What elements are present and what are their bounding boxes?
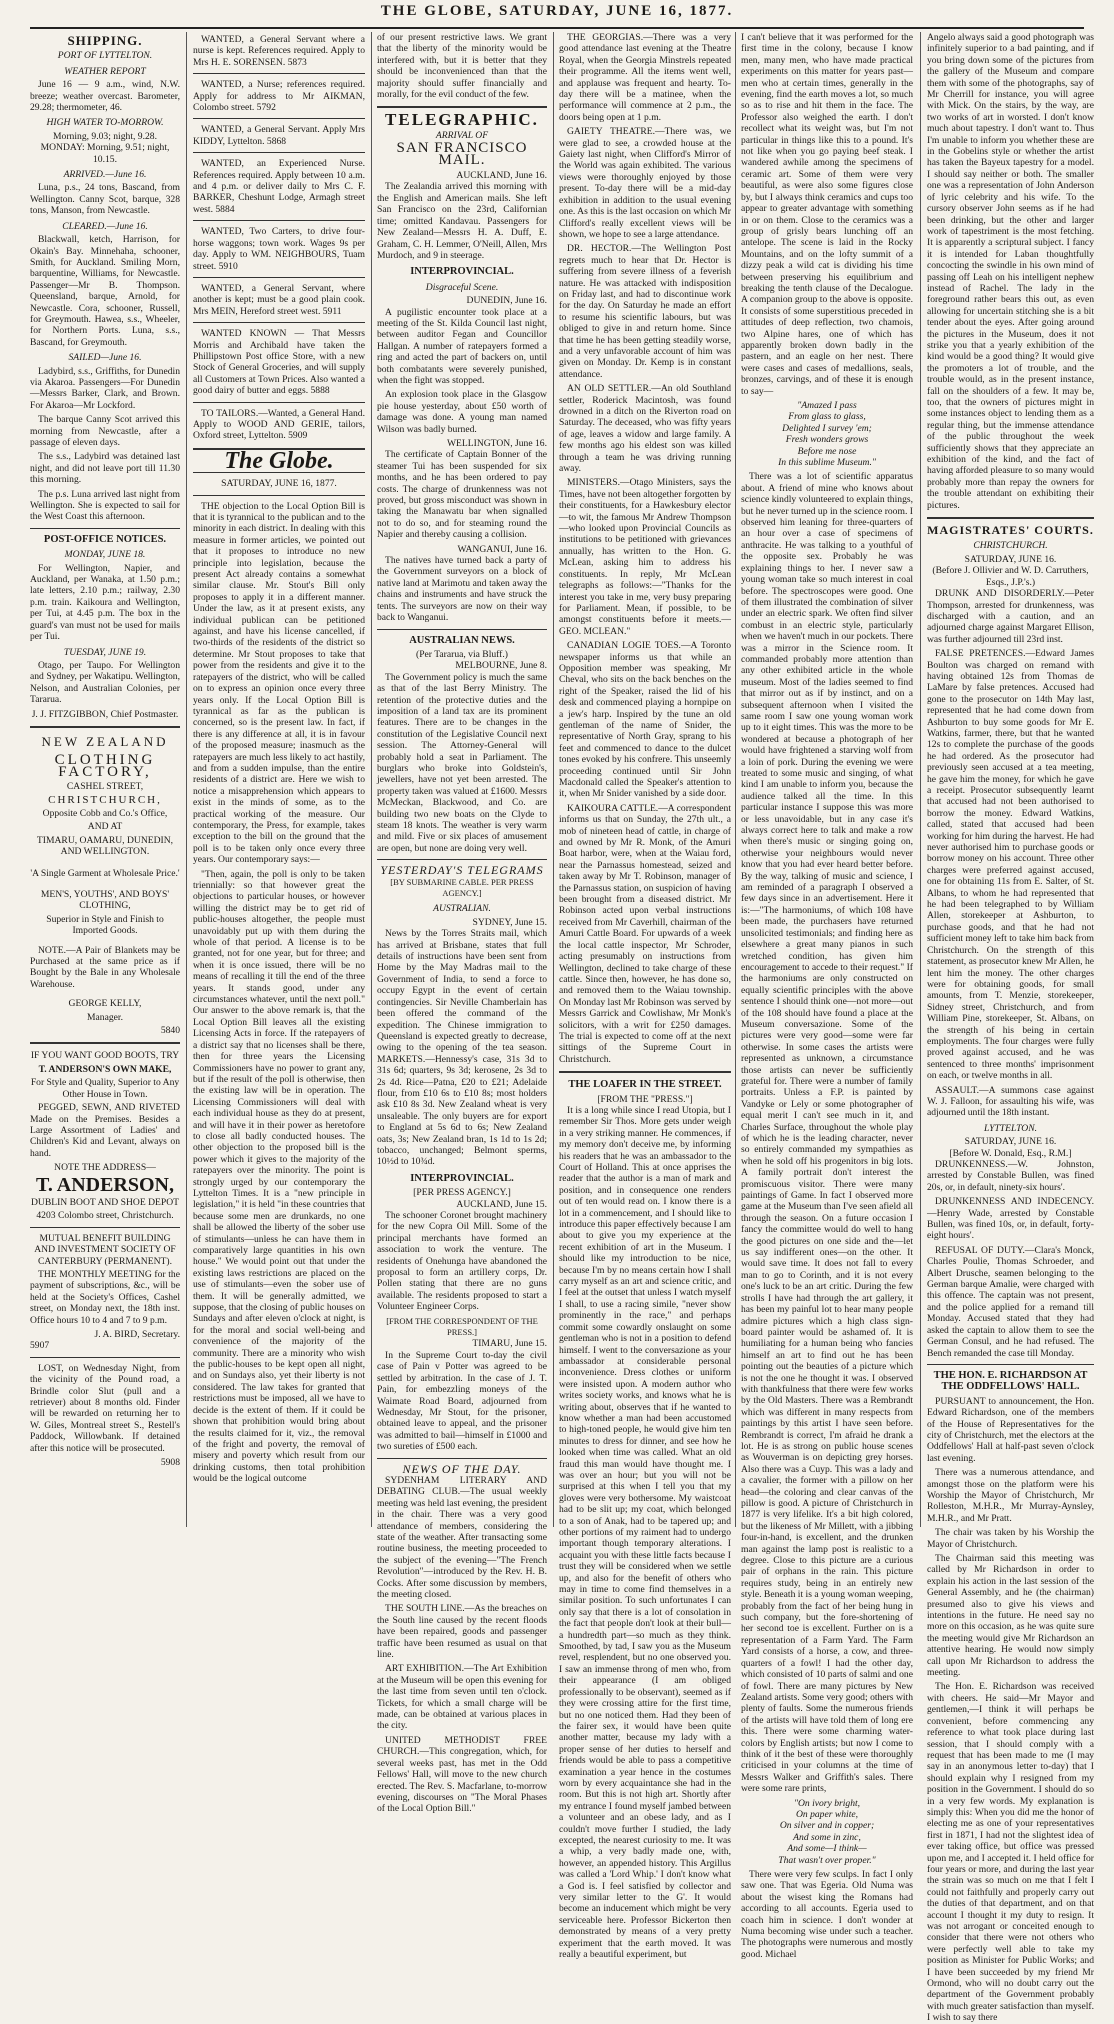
ad-code: 5840	[160, 1025, 180, 1037]
nz-manager-title: Manager.	[87, 1011, 123, 1023]
richardson-paragraph: The Hon. E. Richardson was received with cheers. He said—Mr Mayor and gentlemen,—I think it will perhaps be convenient, before commencing any reference to what took place during last session, that I should comply with a request that has been made to me (I may say in an anonymous letter to-day) that I should explain why I resigned from my position in the Government. I should do so in a very few words. My explanation is simply this: When you did me the honor of electing me as one of your representatives first in 1871, I had not the slightest idea of ever taking office, but office was pressed upon me, and I accepted it. I held office for four years or more, and during the last year the strain was so much on me that I felt I could not faithfully and properly carry out the duties of that department, and on that account I thought it my duty to resign. It was not arrogant or conceited enough to consider that there were not others who were perfectly well able to take my position as Minister for Public Works; and I have been succeeded by my friend Mr Ormond, who will no doubt carry out the department of the Government probably with much greater satisfaction than myself. I wish to say there	[927, 1681, 1094, 2024]
column-3	[377, 32, 547, 1815]
nz-and-at: AND AT	[87, 821, 123, 833]
news-paragraph: GAIETY THEATRE.—There was, we were glad to see, a crowded house at the Gaiety last night, when Clifford's Mirror of the World was again exhibited. The various views were thoroughly enjoyed by those present. To-day there will be a mid-day exhibition in addition to the usual evening one. As this is the last occasion on which Mr Clifford's really excellent views will be shown, we hope to see a large attendance.	[559, 126, 731, 240]
column-divider	[735, 32, 736, 1527]
masthead: THE GLOBE, SATURDAY, JUNE 16, 1877.	[380, 3, 734, 19]
wanted-ad: WANTED, a General Servant, where another is kept; must be a good plain cook. Mrs MEIN, Hereford street west. 5911	[193, 282, 365, 317]
column-5	[741, 32, 913, 1960]
mutual-sign: J. A. BIRD, Secretary.	[94, 1329, 180, 1340]
top-rule	[30, 27, 1084, 29]
section-rule	[927, 1364, 1094, 1365]
mutual-body: THE MONTHLY MEETING for the payment of subscriptions, &c., will be held at the Society's Offices, Cashel street, on Monday next, the 18th inst. Office hours 10 to 4 and 7 to 9 p.m.	[30, 1268, 180, 1326]
sailed-list: Ladybird, s.s., Griffiths, for Dunedin via Akaroa. Passengers—For Dunedin—Messrs Barker, Clark, and Brown. For Akaroa—Mr Lockford.	[30, 365, 180, 411]
dateline: AUCKLAND, June 16.	[456, 170, 547, 182]
subhead: AUSTRALIAN.	[433, 903, 491, 915]
richardson-title: THE HON. E. RICHARDSON AT THE ODDFELLOWS' HALL.	[933, 1369, 1088, 1393]
news-paragraph: AN OLD SETTLER.—An old Southland settler, Roderick Macintosh, was found drowned in a ditch on the Riverton road on Saturday. The deceased, who was fifty years of age, leaves a widow and large family. A few months ago his eldest son was killed through a team he was driving running away.	[559, 383, 731, 475]
ad-code: 5907	[30, 1340, 50, 1352]
high-water-times: Morning, 9.03; night, 9.28. MONDAY: Morning, 9.51; night, 10.15.	[40, 130, 170, 165]
mutual-title: MUTUAL BENEFIT BUILDING AND INVESTMENT SOCIETY OF CANTERBURY (PERMANENT).	[34, 1232, 176, 1267]
loafer-paragraph: It is a long while since I read Utopia, but I remember Sir Thos. More gets under weigh in a very striking manner. He commences, if my memory don't deceive me, by informing his readers that he was an ambassador to the Court of Holland. This at once apprises the reader that the author is a man of mark and position, and in consequence one renders out of ten would read on. I know there is a lot in a commencement, and I should like to introduce this paper effectively because I am about to give you my experience at the recent exhibition of art in the Museum. I should like my introduction to be nice, because I'm by no means certain how I shall carry myself as an art and science critic, and I feel at the outset that unless I watch myself I shall, to use a racing simile, "never show prominently in the race," and perhaps commit some cowardly onslaught on some gentleman who is not in a position to defend himself. I went to the conversazione as your ambassador at considerable personal inconvenience. Dress clothes or uniform were insisted upon. A modern author who writes society works, and knows what he is writing about, observes that if he wanted to know whether a man had been accustomed to high-toned people, he would give him ten minutes to dress for dinner, and see how he looked when time was called. What an old fraud this man would have thought me. I was over an hour; but you will not be surprised at this when I tell you that my gloves were very bothersome. My waistcoat had to be slit up; my coat, which belonged to a son of Anak, had to be tapered up; and other portions of my raiment had to undergo important though temporary alterations. I acquaint you with these little facts because I trust they will be considered when we settle up, and also for the benefit of others who may in time to come find themselves in a similar position. To such unfortunates I can only say that there is a lot of consolation in the fact that people don't look at their bull—a hundredth part—so much as they think. Smoothed, by tad, I saw you as the Museum revel, resplendent, but no one observed you. I saw an immense throng of men who, from their appearance (I am obliged professionally to be observant), seemed as if they were crossing attire for the first time, but no one noticed them. Had they been of the fairer sex, it would have been quite another matter, because my lady with a proper sense of her duties to herself and friends would be able to pass a competitive examination a year hence in the costumes worn by every acquaintance she had in the room. But this is not high art. Shortly after my entrance I found myself jambed between a volunteer and an obese lady, and as I couldn't move further I studied, the lady excepted, the nearest curiosity to me. It was a whip, a very badly made one, with, however, an appended history. This Argillus was called a 'Lord Whip.' I don't know what a God is. I feel satisfied by collector and very similar letter to the G'. It would become an inducement which might be very serviceable here. Professor Bickerton then demonstrated by means of a very pretty experiment that the earth moved. It was really a beautiful experiment, but	[559, 1104, 731, 1961]
ad-rule	[193, 118, 365, 119]
court-town: LYTTELTON.	[983, 1122, 1038, 1134]
court-before: [Before W. Donald, Esq., R.M.]	[949, 1147, 1072, 1159]
editorial-paragraph: "Then, again, the poll is only to be taken triennially: so that however great the objections to particular houses, or however willing the district may be to get rid of public-houses altogether, the people must unavoidably put up with them during the whole of that period. A license is to be granted, not for one year, but for three; and when it is once issued, there will be no means of recalling it till the end of the three years. It stands good, under any circumstances whatever, until the next poll." Our answer to the above remark is, that the Local Option Bill leaves all the existing Licensing Acts in force. If the ratepayers of a district say that no licenses shall be there, then for three years the Licensing Commissioners have no power to grant any, but if the result of the poll is otherwise, then the existing law will be in operation. The Licensing Commissioners will deal with each individual house as they do at present, and will have it in their power as heretofore to close all badly conducted houses. The other objection to the proposed bill is the power which it gives to the majority of the ratepayers over the minority. The point is strongly urged by our contemporary the Lyttelton Times. It is a "new principle in legislation," it is held "in these countries that because some men are drunkards, no one shall be allowed the liberty of the sober use of stimulants—unless he can have them in comparatively large quantities in his own house." We would point out that under the existing laws restrictions are placed on the use of stimulants—even the sober use of them. It will be generally admitted, we suppose, that the closing of public houses on Sundays and after eleven o'clock at night, is for the moral and social well-being and convenience of the majority of the community. There are a minority who wish the public-houses to be kept open all night, and on Sundays also, yet their liberty is not considered. The law takes for granted that restrictions must be imposed, all we have to decide is the extent of them. If it could be shown that prohibition would bring about the results claimed for it, viz., the removal of the fright and poverty, the removal of misery and poverty which result from our drinking customs, then total prohibition would be the logical outcome	[193, 868, 365, 1485]
weather-report: June 16 — 9 a.m., wind, N.W. breeze; weather overcast. Barometer, 29.28; thermometer, 46.	[30, 79, 180, 114]
cable-line: [BY SUBMARINE CABLE. PER PRESS AGENCY.]	[390, 876, 534, 899]
section-rule	[30, 1042, 180, 1044]
high-water-heading: HIGH WATER TO-MORROW.	[46, 117, 164, 129]
nz-opposite: Opposite Cobb and Co.'s Office,	[42, 807, 168, 819]
column-2	[193, 32, 365, 1527]
ad-rule	[193, 220, 365, 221]
news-paragraph: The certificate of Captain Bonner of the steamer Tui has been suspended for six months, and he has been ordered to pay costs. The charge of drunkenness was not proved, but gross misconduct was shown in taking the Manawatu bar when signalled not to do so, and for steaming round the Napier and thereby causing a collision.	[377, 449, 547, 541]
column-divider	[553, 32, 554, 1527]
boots-pegged: PEGGED, SEWN, AND RIVETED Made on the Premises. Besides a Large Assortment of Ladies' and Children's Kid and Levant, always on hand.	[30, 1102, 180, 1159]
news-paragraph: DR. HECTOR.—The Wellington Post regrets much to hear that Dr. Hector is suffering from severe illness of a feverish nature. He was attacked with indisposition on Friday last, and had to discontinue work for the day. On Saturday he made an effort to resume his scientific labours, but was obliged to give in and return home. Since that time he has been getting steadily worse, and a very unfavorable account of him was given on Monday. Dr. Kemp is in constant attendance.	[559, 243, 731, 380]
section-rule	[30, 726, 180, 728]
nz-city: CHRISTCHURCH,	[48, 793, 162, 806]
nz-superior: Superior in Style and Finish to Imported Goods.	[46, 913, 164, 937]
press-agency-line: [PER PRESS AGENCY.]	[413, 1187, 511, 1199]
globe-date: SATURDAY, JUNE 16, 1877.	[221, 478, 337, 490]
dateline: TIMARU, June 15.	[472, 1338, 547, 1350]
nz-street: CASHEL STREET,	[66, 781, 144, 793]
boots-big: T. ANDERSON,	[36, 1173, 174, 1196]
interprovincial-title: INTERPROVINCIAL.	[410, 1172, 514, 1184]
lost-notice: LOST, on Wednesday Night, from the vicinity of the Pound road, a Brindle color Slut (pull and a retriever) about 8 months old. Finder will be rewarded on returning her to W. Giles, Montreal street S., Restell's Paddock, Willowbank. If detained after this notice will be prosecuted.	[30, 1362, 180, 1454]
correspondent-line: [FROM THE CORRESPONDENT OF THE PRESS.]	[386, 1315, 538, 1338]
boots-note: NOTE THE ADDRESS—	[54, 1162, 156, 1174]
arrived-list: Luna, p.s., 24 tons, Bascand, from Wellington. Canny Scot, barque, 328 tons, Manson, from Newcastle.	[30, 182, 180, 217]
richardson-paragraph: The chair was taken by his Worship the Mayor of Christchurch.	[927, 1527, 1094, 1550]
ad-rule	[193, 402, 365, 403]
arrived-heading: ARRIVED.—June 16.	[63, 169, 147, 181]
dateline: WANGANUI, June 16.	[457, 543, 547, 555]
nz-clothing-kinds: MEN'S, YOUTHS', AND BOYS' CLOTHING,	[40, 889, 170, 912]
news-paragraph: The Zealandia arrived this morning with the English and American mails. She left San Francisco on the 23rd, Californian time; omitted Kandavau. Passengers for New Zealand—Messrs H. A. Duff, E. Graham, C. H. Lemmer, O'Neill, Allen, Mrs Murdoch, and 9 in steerage.	[377, 181, 547, 261]
interprovincial-title: INTERPROVINCIAL.	[410, 266, 514, 278]
news-paragraph: SYDENHAM LITERARY AND DEBATING CLUB.—The usual weekly meeting was held last evening, the president in the chair. There was a very good attendance of members, considering the state of the weather. After transacting some routine business, the meeting proceeded to the subject of the evening—"The French Revolution"—introduced by the Rev. H. B. Cocks. After some discussion by members, the meeting closed.	[377, 1474, 547, 1600]
section-rule	[377, 629, 547, 630]
boots-code: 4203 Colombo street, Christchurch.	[36, 1210, 174, 1222]
globe-title: The Globe.	[224, 447, 334, 474]
news-paragraph: THE GEORGIAS.—There was a very good attendance last evening at the Theatre Royal, when the Georgia Minstrels repeated their programme. All the items went well, and applause was frequent and hearty. To-day there will be a matinee, when the performance will commence at 2 p.m., the doors being open at 1 p.m.	[559, 32, 731, 123]
shipping-title: SHIPPING.	[67, 33, 143, 48]
boots-sub: For Style and Quality, Superior to Any Other House in Town.	[30, 1077, 180, 1100]
telegraphic-title: TELEGRAPHIC.	[385, 110, 539, 130]
shipping-note: The p.s. Luna arrived last night from Wellington. She is expected to sail for the West Coast this afternoon.	[30, 488, 180, 523]
arrival-of: ARRIVAL OF	[435, 129, 489, 141]
editorial-continuation: of our present restrictive laws. We grant that the liberty of the minority would be interfered with, but it is better that they should be inconvenienced than that the majority should suffer financially and morally, for the evil conduct of the few.	[377, 32, 547, 101]
post-body: Otago, per Taupo. For Wellington and Sydney, per Wakatipu. Wellington, Nelson, and Australian Colonies, per Tararua.	[30, 659, 180, 706]
section-rule	[927, 517, 1094, 519]
wanted-ad: WANTED, a General Servant. Apply Mrs KIDDY, Lyttelton. 5868	[193, 124, 365, 147]
richardson-paragraph: PURSUANT to announcement, the Hon. Edward Richardson, one of the members of the House of Representatives for the city of Christchurch, met the electors at the Oddfellows' Hall at half-past seven o'clock last evening.	[927, 1395, 1094, 1464]
ad-rule	[193, 277, 365, 278]
boots-address: DUBLIN BOOT AND SHOE DEPOT	[31, 1196, 179, 1208]
column-6	[927, 32, 1094, 2024]
nz-slogan: 'A Single Garment at Wholesale Price.'	[30, 867, 180, 879]
dateline: SYDNEY, June 15.	[472, 916, 547, 928]
yesterdays-telegrams: YESTERDAY'S TELEGRAMS	[380, 863, 544, 878]
news-paragraph: ART EXHIBITION.—The Art Exhibition at the Museum will be open this evening for the last time from seven until ten o'clock. Tickets, for which a small charge will be made, can be obtained at various places in the city.	[377, 1663, 547, 1732]
nz-manager: GEORGE KELLY,	[68, 998, 142, 1010]
ad-rule	[193, 322, 365, 323]
court-date: SATURDAY, JUNE 16.	[964, 1136, 1057, 1148]
wanted-ad: WANTED, a Nurse; references required. Apply for address to Mr AIKMAN, Colombo street. 5792	[193, 79, 365, 114]
ad-rule	[193, 152, 365, 153]
nz-note: NOTE.—A Pair of Blankets may be Purchased at the same price as if Bought by the Bale in any Wholesale Warehouse.	[30, 944, 180, 990]
loafer-paragraph: Angelo always said a good photograph was infinitely superior to a bad painting, and if you bring down some of the pictures from the gallery of the Museum and compare them with some of the photographs, say of Mr Cherrill for instance, you will agree with Mick. On the stairs, by the way, are two works of art in worsted. I don't know much about tapestry. I don't want to. Thus I'm unable to inform you whether these are in the Gobelins style or whether the artist has taken the Bayeux tapestry for a model. I should say neither or both. The smaller one was a representation of John Anderson of lyric celebrity and his wife. To the cursory observer John seems as if he had been drinking, but the other and larger work of tapestriment is the most fetching. It is apparently a scriptural subject. I fancy it is intended for Laban thoughtfully concocting the swindle in his own mind of passing off Leah on his intelligent nephew instead of Rachel. The lady in the foreground rather bears this out, as even allowing for uncertain stitching she is a bit tender about the eyes. After going around the pictures in the Museum, does it not strike you that a yearly exhibition of the kind would be a good thing? It would give the promoters a lot of trouble, and the trouble would, as in the present instance, fall on the shoulders of a few. It may be, too, that the owners of pictures might in some instances object to lending them as a regular thing, but the immense attendance of the public throughout the week sufficiently shows that they appreciate an exhibition of the kind, and the fact of having afforded pleasure to so many would probably more than repay the owners for the trouble attendant on exhibiting their pictures.	[927, 32, 1094, 511]
court-town: CHRISTCHURCH.	[973, 540, 1048, 552]
nz-clothing-title: NEW ZEALAND	[41, 733, 169, 749]
wanted-ad: WANTED, Two Carters, to drive four-horse waggons; town work. Wages 9s per day. Apply to WM. NEIGHBOURS, Tuam street. 5910	[193, 226, 365, 272]
nz-clothing-factory: CLOTHING FACTORY,	[54, 752, 156, 780]
cleared-heading: CLEARED.—June 16.	[62, 220, 148, 232]
post-signature: J. J. FITZGIBBON, Chief Postmaster.	[31, 708, 179, 720]
news-paragraph: KAIKOURA CATTLE.—A correspondent informs us that on Sunday, the 27th ult., a mob of nineteen head of cattle, in charge of and owned by Mr R. Monk, of the Amuri Boat harbor, were, when at the Waiau ford, near the Parnassus homestead, seized and taken away by Mr T. Robinson, manager of the Parnassus station, on suspicion of having been brought from a diseased district. Mr Robinson acted upon verbal instructions received from Mr Caverhill, chairman of the Amuri Cattle Board. For upwards of a week the local cattle inspector, Mr Schroder, acting presumably on instructions from Wellington, declined to take charge of these cattle. Since then, however, he has done so, and removed them to the Waiau township. On Monday last Mr Robinson was served by Messrs Garrick and Cowlishaw, Mr Monk's solicitors, with a writ for £250 damages. The trial is expected to come off at the next sittings of the Supreme Court in Christchurch.	[559, 802, 731, 1065]
post-date: TUESDAY, JUNE 19.	[63, 646, 147, 658]
wanted-ad: WANTED KNOWN — That Messrs Morris and Archibald have taken the Phillipstown Post office Store, with a new Stock of General Groceries, and will supply all Customers at Town Prices. Also wanted a good dairy of butter and eggs. 5888	[193, 328, 365, 397]
news-paragraph: MINISTERS.—Otago Ministers, says the Times, have not been altogether forgotten by their constituents, for a Hawkesbury elector—to wit, the famous Mr Andrew Thompson—who looked upon Provincial Councils as institutions to be petitioned with grievances annually, has written to the Hon. G. McLean, asking him to address his constituents. In reply, Mr McLean telegraphs as follows:—"Thanks for the interest you take in me, very busy preparing for Parliament. Mean, if possible, to be amongst constituents before it meets.—GEO. MCLEAN."	[559, 477, 731, 637]
loafer-title: THE LOAFER IN THE STREET.	[568, 1079, 722, 1091]
wanted-ad: WANTED, a General Servant where a nurse is kept. References required. Apply to Mrs H. E. SORENSEN. 5873	[193, 34, 365, 68]
news-paragraph: UNITED METHODIST FREE CHURCH.—This congregation, which, for several weeks past, has met in the Odd Fellows' Hall, will move to the new church erected. The Rev. S. Macfarlane, to-morrow evening, discourses on "The Moral Phases of the Local Option Bill."	[377, 1734, 547, 1815]
boots-heading: IF YOU WANT GOOD BOOTS, TRY	[30, 1050, 180, 1062]
wanted-ad: TO TAILORS.—Wanted, a General Hand. Apply to WOOD AND GERIE, tailors, Oxford street, Lyttelton. 5909	[193, 407, 365, 442]
column-4	[559, 32, 731, 1961]
section-rule	[377, 859, 547, 860]
court-case: FALSE PRETENCES.—Edward James Boulton was charged on remand with having obtained 12s from Thomas de LaMare by false pretences. Accused had gone to the prosecutor on 14th May last, represented that he had come down from Ashburton to buy some goods for Mr E. Watkins, farmer, there, but that he wanted 12s to complete the purchase of the goods he had ordered. As the prosecutor had previously seen accused at a tea meeting, he gave him the money, for which he gave a receipt. Prosecutor subsequently learnt that accused had not been authorised to borrow the money. Edward Watkins, called, stated that accused had been working for him during the harvest. He had never authorised him to purchase goods or borrow money on his account. Three other charges were preferred against accused, one for obtaining 11s from E. Salter, of St. Albans, to whom he had represented that he had been telegraphed to by William Allen, storekeeper at Ashburton, to purchase goods, and that he had not sufficient money left to take him back from Christchurch. On the strength of this statement, as prosecutor knew Mr Allen, he lent him the money. The other charges were for obtaining goods, for small amounts, from T. Menzie, storekeeper, Sidney street, Christchurch, and from William Pine, storekeeper, St. Albans, on the strength of his being in certain employments. The four charges were fully proved against accused, and he was sentenced to three months' imprisonment on each, or twelve months in all.	[927, 648, 1094, 1082]
post-office-title: POST-OFFICE NOTICES.	[43, 533, 167, 545]
news-paragraph: A pugilistic encounter took place at a meeting of the St. Kilda Council last night, between auditor Fegan and Councillor Hallgan. A number of ratepayers formed a ring and acted the part of backers on, until both combatants were severely punished, when the fight was stopped.	[377, 306, 547, 386]
loafer-paragraph: There were very few sculps. In fact I only saw one. That was Egeria. Old Numa was about the wisest king the Romans had according to all accounts. Egeria used to coach him in science. I don't wonder at Numa becoming wise under such a teacher. The photographs were numerous and mostly good. Michael	[741, 1869, 913, 1960]
richardson-paragraph: There was a numerous attendance, and amongst those on the platform were his Worship the Mayor of Christchurch, Mr Rolleston, M.H.R., Mr Murray-Aynsley, M.H.R., and Mr Pratt.	[927, 1467, 1094, 1524]
court-before: (Before J. Ollivier and W. D. Carruthers, Esqs., J.P.'s.)	[932, 565, 1089, 588]
court-case: DRUNKENNESS AND INDECENCY.—Henry Wade, arrested by Constable Bullen, was fined 10s, or, in default, forty-eight hours'.	[927, 1196, 1094, 1242]
ad-rule	[193, 73, 365, 74]
sailed-heading: SAILED—June 16.	[68, 352, 142, 364]
dateline: WELLINGTON, June 16.	[446, 438, 547, 449]
section-rule	[30, 1357, 180, 1358]
subhead: Disgraceful Scene.	[425, 281, 499, 293]
post-date: MONDAY, JUNE 18.	[64, 549, 146, 561]
news-paragraph: CANADIAN LOGIE TOES.—A Toronto newspaper informs us that while an Opposition member was speaking, Mr Cheval, who sits on the back benches on the right of the Speaker, raised the lid of his desk and commenced playing a hornpipe on a jew's harp. Inspired by the tune an old gentleman of the name of Snider, the representative of North Gray, sprang to his feet and commenced to dance to the dulcet tones evoked by his confrere. This unseemly proceeding continued until Sir John Macdonald called the Speaker's attention to it, when Mr Snider vanished by a side door.	[559, 640, 731, 800]
dateline: DUNEDIN, June 16.	[466, 295, 547, 307]
via-line: (Per Tararua, via Bluff.)	[416, 648, 508, 660]
verse: "On ivory bright, On paper white, On silver and in copper; And some in zinc, And some—I think— That wasn't over proper."	[778, 1797, 876, 1866]
shipping-note: The barque Canny Scot arrived this morning from Newcastle, after a passage of eleven days.	[30, 414, 180, 448]
shipping-port: PORT OF LYTTELTON.	[57, 50, 153, 62]
boots-name: T. ANDERSON'S OWN MAKE,	[38, 1063, 172, 1075]
section-rule	[30, 528, 180, 529]
news-paragraph: The Government policy is much the same as that of the last Berry Ministry. The retention of the protective duties and the imposition of a land tax are its prominent features. There are to be changes in the constitution of the Legislative Council next session. The Attorney-General will probably hold a seat in Parliament. The burglars who broke into Goldstein's, jewellers, have not yet been arrested. The property taken was valued at £1600. Messrs McMeckan, Blackwood, and Co. are building two new boats on the Clyde to steam 18 knots. The weather is very warm and mild. Five or six places of amusement are open, but none are doing very well.	[377, 671, 547, 854]
court-case: REFUSAL OF DUTY.—Clara's Monck, Charles Poulie, Thomas Schroeder, and Albert Drusche, seamen belonging to the German barque Amalie, were charged with this offence. The captain was not present, and the police applied for a remand till Monday. Accused stated that they had asked the captain to allow them to see the German Consul, and he had refused. The Bench remanded the case till Monday.	[927, 1244, 1094, 1359]
section-rule	[377, 106, 547, 108]
section-rule	[377, 1458, 547, 1459]
ad-code: 5908	[160, 1457, 180, 1469]
court-case: ASSAULT.—A summons case against W. J. Falloon, for assaulting his wife, was adjourned until the 18th instant.	[927, 1084, 1094, 1119]
title-rule	[193, 495, 365, 496]
court-case: DRUNKENNESS.—W. Johnston, arrested by Constable Bullen, was fined 20s, or, in default, ninety-six hours'.	[927, 1159, 1094, 1193]
section-rule	[559, 1071, 731, 1073]
news-paragraph: An explosion took place in the Glasgow pie house yesterday, about £50 worth of damage was done. A young man named Wilson was badly burned.	[377, 389, 547, 435]
news-paragraph: The natives have turned back a party of the Government surveyors on a block of native land at Marimotu and taken away the chains and instruments and have struck the tents. The surveyors are now on their way back to Wanganui.	[377, 555, 547, 624]
cleared-list: Blackwall, ketch, Harrison, for Okain's Bay. Minnehaha, schooner, Smith, for Auckland. Smiling Morn, barquentine, Williams, for Newcastle. Passenger—Mr B. Thompson. Queensland, barque, Arnold, for Newcastle. Cora, schooner, Russell, for Greymouth. Hawea, s.s., Wheeler, for Northern Ports. Luna, s.s., Bascand, for Greymouth.	[30, 234, 180, 348]
column-divider	[186, 32, 187, 1527]
news-paragraph: THE SOUTH LINE.—As the breaches on the South line caused by the recent floods have been repaired, goods and passenger traffic have been resumed as usual on that line.	[377, 1603, 547, 1661]
shipping-note: The s.s., Ladybird was detained last night, and did not leave port till 11.30 this morning.	[30, 451, 180, 486]
column-divider	[371, 32, 372, 1527]
court-date: SATURDAY, JUNE 16.	[964, 553, 1057, 565]
news-paragraph: In the Supreme Court to-day the civil case of Pain v Potter was agreed to be settled by arbitration. In the case of J. T. Pain, for embezzling moneys of the Waimate Road Board, adjourned from Wednesday, Mr Stout, for the prisoner, obtained leave to appeal, and the prisoner was admitted to bail—himself in £1000 and two sureties of £500 each.	[377, 1349, 547, 1453]
magistrates-courts-title: MAGISTRATES' COURTS.	[927, 523, 1094, 538]
san-francisco-mail: SAN FRANCISCO MAIL.	[396, 140, 528, 168]
court-case: DRUNK AND DISORDERLY.—Peter Thompson, arrested for drunkenness, was discharged with a caution, and an adjourned charge against Margaret Ellison, was further adjourned till 23rd inst.	[927, 588, 1094, 645]
australian-news-title: AUSTRALIAN NEWS.	[409, 634, 515, 646]
loafer-paragraph: There was a lot of scientific apparatus about. A friend of mine who knows about science kindly volunteered to explain things, but he never turned up in the science room. I observed him leaning for three-quarters of an hour over a case of specimens of anthracite. He was talking to a youthful of the opposite sex. Probably he was explaining things to her. I never saw a young woman take so much interest in coal before. The spectroscopes were good. One of them illustrated the combination of silver under an electric spark. We often find silver combust in an electric style, particularly when we haven't much in our pockets. There was a mirror in the Science room. It commanded probably more attention than any other exhibited article in the whole museum. Most of the ladies seemed to find that mirror out as if by instinct, and on a subsequent afternoon when I visited the same room I saw one young woman work up to it eight times. This was the more to be wondered at because a photograph of her would have frightened a starving wolf from a loin of pork. During the evening we were treated to some music and singing, of what kind I am unable to inform you, because the audience talked all the time. In this particular instance I suppose this was more or less unavoidable, but in any case it's always correct here to talk and make a row when there's music or singing going on, otherwise your neighbours would never know that you had ever heard better before. By the way, talking of music and science, I am reminded of a paragraph I observed a few days since in an advertisement. Here it is:—"The harmoniums, of which 108 have been made, the purchasers have returned unsolicited testimonials; and finding here as elsewhere a great many pianos in such wretched condition, has given him encouragement to accede to their request." If the harmoniums are only constructed on equally scientific principles with the above sentence I should think one—not more—out of the 108 should have found a place at the Museum conversazione. Some of the pictures were very good—some were far otherwise. In some cases the artists were represented as unknown, a circumstance those artists can never be sufficiently grateful for. There were a number of family portraits. Unless a F.P. is painted by Vandyke or Lely or some photographer of equal merit I can't see much in it, and Charles Surface, throughout the whole play of which he is the leading character, never so entirely commanded my sympathies as when he sold off his progenitors in big lots. A family portrait don't interest the promiscuous visitor. There were many paintings of Game. In fact I observed more game at the Museum than I've seen afield all through the season. On a future occasion I fancy the committee would do well to hang the good pictures on one side and the—let us say indifferent ones—on the other. It would save time. It does not fall to every man to go to Corinth, and it is not every one's luck to be an art critic. During the few strolls I have had through the art gallery, it has been my painful lot to hear many people admire pictures which a high class sign-board painter would be ashamed of. It is humiliating for a human being who fancies himself an art to find out he has been pointing out the beauties of a picture which is not the one he thought it was. I observed with thankfulness that there were few works by the Old Masters. There was a Rembrandt which was different in many respects from paintings by this artist I have seen before. Rembrandt is correct, I'm afraid he drank a lot. He is as strong on public house scenes as Wouverman is on depicting grey horses. Also there was a Cuyp. This was a lady and a cavalier, the former with a pillow on her head—the coloring and clear canvas of the pillow is good. A picture of Christchurch in 1877 is very lifelike. It's a bit high colored, but the likeness of Mr Millett, with a jibbing four-in-hand, is excellent, and the drunken man against the lamp post is realistic to a degree. Close to this picture are a curious pair of orphans in the rain. This picture requires study, being in an entirely new style. Beneath it is a young woman weeping, probably from the fact of her being hung in such company, but the fore-shortening of her second toe is excellent. Further on is a representation of a Farm Yard. The Farm Yard consists of a horse, a cow, and three-quarters of a fowl! I had the other day, which consisted of 10 parts of salmi and one of fowl. There are many pictures by New Zealand artists. Some very good; others with plenty of faults. Some the numerous friends of the artists will have told them of long ere this. There were some charming water-colors by English artists; but now I come to think of it the best of these were thoroughly criticised in your columns at the time of Messrs Walker and Griffith's sales. There were some rare prints,	[741, 471, 913, 1795]
news-paragraph: The schooner Coronet brought machinery for the new Copra Oil Mill. Some of the principal merchants have formed an association to work the venture. The residents of Onehunga have abandoned the proposal to form an artillery corps, Dr. Pollen stating that there are no guns available. The residents proposed to start a Volunteer Engineer Corps.	[377, 1210, 547, 1313]
dateline: AUCKLAND, June 15.	[456, 1198, 547, 1210]
editorial-paragraph: THE objection to the Local Option Bill is that it is tyrannical to the publican and to the minority in each district. In dealing with this measure in former articles, we pointed out that it proposes to introduce no new principle into legislation, because the present Act already contains a somewhat similar clause. Mr. Stout's Bill only proposes to apply it in a different manner. Under the law, as it at present exists, any individual publican can be petitioned against, and have his license cancelled, if two-thirds of the residents of the district so determine. Mr Stout proposes to take that power from the residents and give it to the ratepayers of the district, who will be called on to express an opinion once every three years only. If the Local Option Bill is tyrannical as far as the publican is concerned, so is the present law. In fact, if there is any difference at all, it is in favour of the proposed measure; inasmuch as the ratepayers are much less likely to act hastily, and from a sudden impulse, than the entire residents of a district are. Here we wish to notice a misapprehension which appears to exist in the minds of some, as to the practical working of the measure. Our contemporary, the Press, for example, takes exception to the bill on the ground that the poll is to be taken only once every three years. Our contemporary says:—	[193, 500, 365, 866]
news-paragraph: News by the Torres Straits mail, which has arrived at Brisbane, states that full details of instructions have been sent from Home by the May Madras mail to the Government of India, to send a force to occupy Egypt in the event of certain contingencies. Sir Neville Chamberlain has been offered the command of the expedition. The Chinese immigration to Queensland is expected greatly to decrease, owing to the opening of the tea season. MARKETS.—Hennessy's case, 31s 3d to 31s 6d; quarters, 9s 3d; kerosene, 2s 3d to 2s 4d. Rice—Patna, £20 to £21; Adelaide flour, from £10 6s to £10 8s; most holders ask £10 8s 3d. New Zealand wheat is very unsaleable. The only buyers are for export to England at 5s 6d to 6s; New Zealand oats, 3s; New Zealand bran, 1s 1d to 1s 2d; tobacco, unchanged; Belmont sperms, 10½d to 10¾d.	[377, 928, 547, 1168]
post-body: For Wellington, Napier, and Auckland, per Wanaka, at 1.50 p.m.; late letters, 2.10 p.m.; railway, 2.30 p.m. train. Kaikoura and Wellington, per Tui, at 4.45 p.m. The box in the guard's van must not be used for mails per Tui.	[30, 562, 180, 643]
column-1	[30, 32, 180, 1527]
loafer-paragraph: I can't believe that it was performed for the first time in the colony, because I know men, many men, who have made practical experiments on this matter for years past—men who at certain times, generally in the evening, find the earth moves a lot, so much so as to rise and hit them in the face. The Professor also weighed the earth. I don't recollect what its weight was, but I'm not particular in things like this to a pound. It's not like when you go paying beef steak. I wandered awhile among the specimens of ceramic art. Some of them were very beautiful, as were also some figures close by, but I always think ceramics and cups too appear to greater advantage with something in or on them. Close to the ceramics was a group of grisly bears lunching off an antelope. The scene is laid in the Rocky Mountains, and on the lofty summit of a dizzy peak a wild cat is dividing his time between preserving his equilibrium and breaking the tenth clause of the Decalogue. A companion group to the above is opposite. It consists of some superstitious preceded in attitudes of deep reflection, two chamois, two Alpine hares, one of which has apparently broken down badly in the pastern, and an eagle on her nest. There were cases and cases of medallions, seals, bronzes, carvings, and of these it is enough to say—	[741, 32, 913, 397]
news-of-the-day: NEWS OF THE DAY.	[402, 1461, 522, 1476]
weather-heading: WEATHER REPORT	[64, 65, 146, 77]
nz-towns: TIMARU, OAMARU, DUNEDIN, AND WELLINGTON.	[36, 834, 174, 858]
section-rule	[30, 1227, 180, 1228]
column-divider	[920, 32, 921, 1527]
wanted-ad: WANTED, an Experienced Nurse. References required. Apply between 10 a.m. and 4 p.m. or deliver daily to Mrs C. F. BARKER, Cheshunt Lodge, Armagh street west. 5884	[193, 158, 365, 215]
loafer-source: [FROM THE "PRESS."]	[597, 1093, 693, 1105]
dateline: MELBOURNE, June 8.	[455, 660, 547, 672]
richardson-paragraph: The Chairman said this meeting was called by Mr Richardson in order to explain his action in the last session of the General Assembly, and he (the chairman) presumed also to give his views and intentions in the future. He need say no more on this occasion, as he was quite sure the meeting would give Mr Richardson an attentive hearing. He would now simply call upon Mr Richardson to address the meeting.	[927, 1553, 1094, 1679]
verse: "Amazed I pass From glass to glass, Delighted I survey 'em; Fresh wonders grows Before me nose In this sublime Museum."	[778, 400, 876, 469]
